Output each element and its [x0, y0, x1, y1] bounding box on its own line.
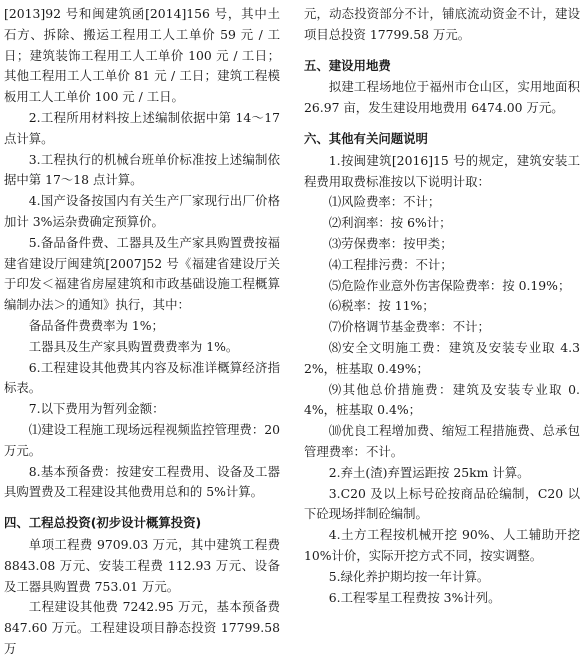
paragraph-minor-works: 6.工程零星工程费按 3%计列。 — [328, 589, 501, 605]
list-item: ⑵利润率：按 6%计； — [328, 215, 452, 231]
paragraph-spare-parts: 5.备品备件费、工器具及生产家具购置费按福建省建设厅闽建筑[2007]52 号《福建省建设厅关于印发＜福建省房屋建筑和市政基础设施工程概算编制办法＞的通知》执行，其中： — [4, 234, 280, 313]
list-item: ⑹税率：按 11%； — [328, 298, 435, 314]
paragraph-concrete: 3.C20 及以上标号砼按商品砼编制，C20 以下砼现场拌制砼编制。 — [304, 485, 580, 522]
paragraph-total-investment-cont: 元，动态投资部分不计，铺底流动资金不计，建设项目总投资 17799.58 万元。 — [304, 6, 580, 42]
list-item: ⑸危险作业意外伤害保险费率：按 0.19%； — [328, 277, 571, 293]
list-item: ⑼其他总价措施费：建筑及安装专业取 0.4%，桩基取 0.4%； — [304, 381, 580, 418]
paragraph-green-maintenance: 5.绿化养护期均按一年计算。 — [328, 568, 490, 584]
list-item: ⑽优良工程增加费、缩短工程措施费、总承包管理费率：不计。 — [304, 423, 580, 459]
list-item: ⑻安全文明施工费：建筑及安装专业取 4.32%，桩基取 0.49%； — [304, 339, 580, 376]
paragraph-static-investment: 工程建设其他费 7242.95 万元，基本预备费 847.60 万元。工程建设项目静态投资 17799.58 万 — [4, 599, 280, 656]
paragraph-labor-rates: [2013]92 号和闽建筑函[2014]156 号，其中土石方、拆除、搬运工程用工人工单价 59 元 / 工日；建筑装饰工程用工人工单价 100 元 / 工日；其他工程用工人工单价 81 元 / 工日；建筑工程模板用工人工单价 100 元 / 工日。 — [4, 6, 280, 105]
list-item: ⑴风险费率：不计； — [328, 194, 441, 210]
paragraph-fee-standard: 1.按闽建筑[2016]15 号的规定，建筑安装工程费用取费标准按以下说明计取： — [304, 152, 580, 189]
paragraph-contingency: 8.基本预备费：按建安工程费用、设备及工器具购置费及工程建设其他费用总和的 5%计算。 — [4, 463, 280, 500]
paragraph-equipment-price: 4.国产设备按国内有关生产厂家现行出厂价格加计 3%运杂费确定预算价。 — [4, 193, 280, 229]
left-column — [4, 4, 280, 660]
list-item: ⑶劳保费率：按甲类； — [328, 235, 453, 251]
paragraph-unit-cost: 单项工程费 9709.03 万元，其中建筑工程费 8843.08 万元、安装工程费 112.93 万元、设备及工器具购置费 753.01 万元。 — [4, 536, 280, 594]
paragraph-land-cost: 拟建工程场地位于福州市仓山区，实用地面积 26.97 亩，发生建设用地费用 6474.00 万元。 — [304, 79, 580, 116]
list-item: ⑺价格调节基金费率：不计； — [328, 319, 490, 335]
list-item: ⑷工程排污费：不计； — [328, 256, 453, 272]
paragraph-tools-rate: 工器具及生产家具购置费费率为 1%。 — [28, 338, 239, 354]
right-column — [304, 4, 580, 608]
paragraph-earthwork: 4.土方工程按机械开挖 90%、人工辅助开挖 10%计价，实际开挖方式不同，按实调整。 — [304, 527, 580, 563]
paragraph-other-costs: 6.工程建设其他费其内容及标准详概算经济指标表。 — [4, 359, 280, 396]
section-heading-land-cost: 五、建设用地费 — [304, 57, 391, 73]
section-heading-total-investment: 四、工程总投资(初步设计概算投资) — [4, 515, 202, 531]
paragraph-machinery: 3.工程执行的机械台班单价标准按上述编制依据中第 17～18 点计算。 — [4, 151, 280, 188]
paragraph-spare-parts-rate: 备品备件费费率为 1%； — [28, 317, 164, 333]
section-heading-other-notes: 六、其他有关问题说明 — [304, 130, 428, 146]
paragraph-video-monitoring: ⑴建设工程施工现场远程视频监控管理费：20 万元。 — [4, 421, 280, 458]
paragraph-spoil-distance: 2.弃土(渣)弃置运距按 25km 计算。 — [328, 464, 530, 480]
paragraph-materials: 2.工程所用材料按上述编制依据中第 14～17 点计算。 — [4, 109, 280, 146]
paragraph-provisional: 7.以下费用为暂列金额： — [28, 401, 165, 417]
